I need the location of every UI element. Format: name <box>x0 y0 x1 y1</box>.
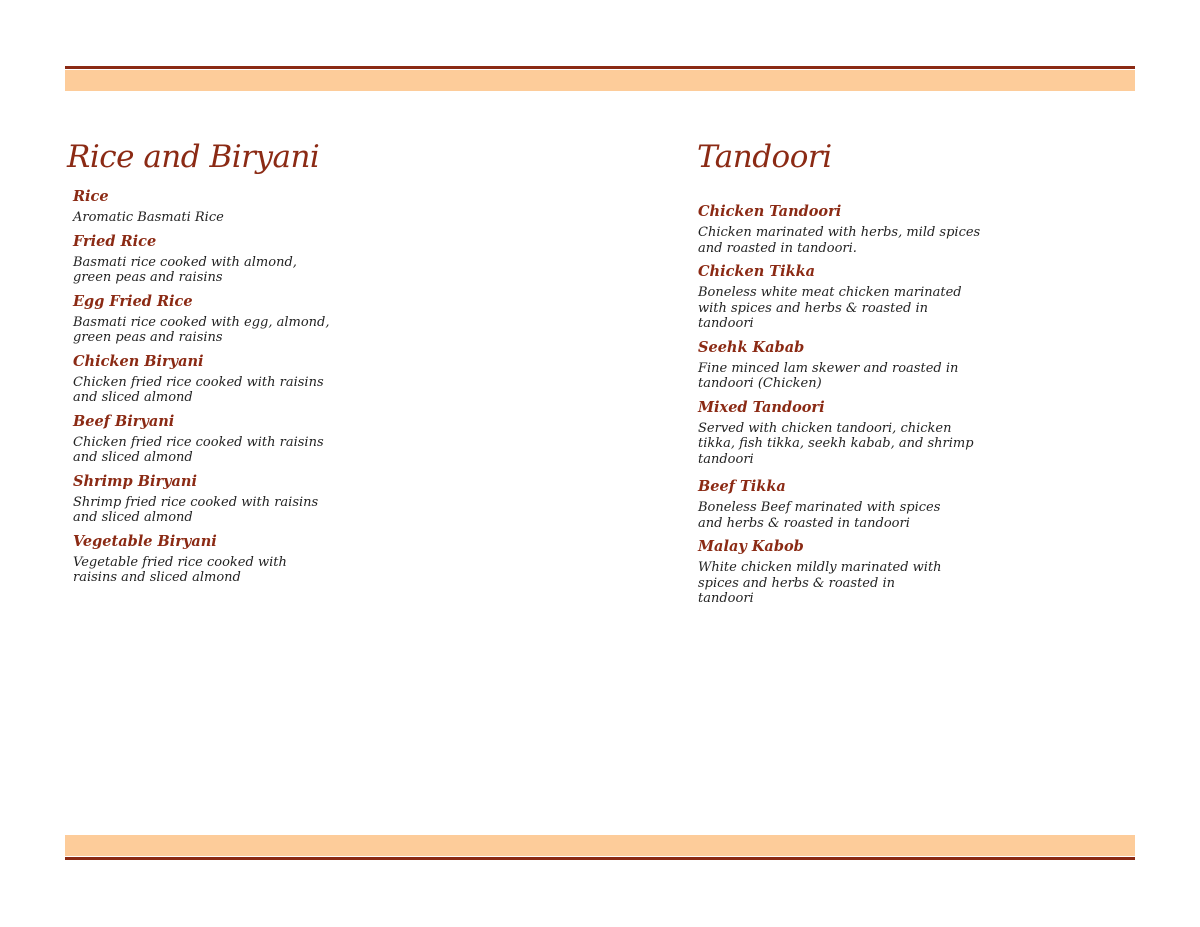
menu-item <box>698 262 997 332</box>
menu-item-description: Chicken fried rice cooked with raisins and sliced almond <box>73 434 324 465</box>
section-title: Rice and Biryani <box>67 139 320 175</box>
menu-item-name: Chicken Tikka <box>698 263 816 280</box>
menu-item-name: Shrimp Biryani <box>73 472 197 490</box>
menu-item-name: Rice <box>73 188 109 205</box>
menu-item-description: Boneless white meat chicken marinated with spices and herbs & roasted in tandoori <box>698 285 962 331</box>
menu-item-name: Fried Rice <box>73 232 157 250</box>
menu-item <box>73 412 367 466</box>
menu-item-description: White chicken mildly marinated with spices and herbs & roasted in tandoori <box>698 560 942 606</box>
menu-item <box>698 398 997 468</box>
menu-item <box>73 472 367 526</box>
menu-item <box>73 352 367 406</box>
menu-item-name: Vegetable Biryani <box>73 532 217 550</box>
menu-item-description: Vegetable fried rice cooked with raisins and sliced almond <box>73 554 287 585</box>
menu-item <box>698 537 997 607</box>
menu-item <box>698 477 997 531</box>
menu-item-description: Basmati rice cooked with almond, green peas and raisins <box>73 254 297 285</box>
menu-item-description: Chicken marinated with herbs, mild spices and roasted in tandoori. <box>698 225 981 256</box>
menu-item-description: Fine minced lam skewer and roasted in tandoori (Chicken) <box>698 360 959 391</box>
menu-item-description: Shrimp fried rice cooked with raisins and sliced almond <box>73 494 319 525</box>
section-title: Tandoori <box>697 139 832 175</box>
menu-item <box>73 532 367 586</box>
menu-item-name: Seehk Kabab <box>698 338 805 356</box>
menu-item-name: Beef Tikka <box>698 478 786 495</box>
menu-item-name: Chicken Biryani <box>73 352 204 370</box>
menu-item <box>73 292 367 346</box>
menu-item <box>698 202 997 256</box>
menu-item-description: Aromatic Basmati Rice <box>73 210 224 225</box>
menu-item-name: Egg Fried Rice <box>73 292 193 310</box>
menu-item-description: Boneless Beef marinated with spices and herbs & roasted in tandoori <box>698 500 941 531</box>
menu-item-name: Chicken Tandoori <box>698 203 842 220</box>
tandoori-section <box>697 138 997 613</box>
menu-item-list <box>697 202 997 607</box>
menu-item-description: Chicken fried rice cooked with raisins and sliced almond <box>73 374 324 405</box>
menu-item-description: Basmati rice cooked with egg, almond, green peas and raisins <box>73 314 330 345</box>
menu-item-name: Malay Kabob <box>698 538 804 555</box>
bottom-decorative-band <box>65 835 1135 856</box>
menu-item <box>73 232 367 286</box>
menu-item-name: Mixed Tandoori <box>698 398 825 416</box>
bottom-divider-line <box>65 857 1135 860</box>
menu-item <box>698 338 997 392</box>
rice-biryani-section <box>67 138 367 592</box>
menu-item-list <box>67 187 367 586</box>
top-divider-line <box>65 66 1135 69</box>
top-decorative-band <box>65 70 1135 91</box>
menu-item <box>73 187 367 226</box>
menu-item-name: Beef Biryani <box>73 412 175 430</box>
menu-item-description: Served with chicken tandoori, chicken tikka, fish tikka, seekh kabab, and shrimp tandoori <box>698 420 974 467</box>
